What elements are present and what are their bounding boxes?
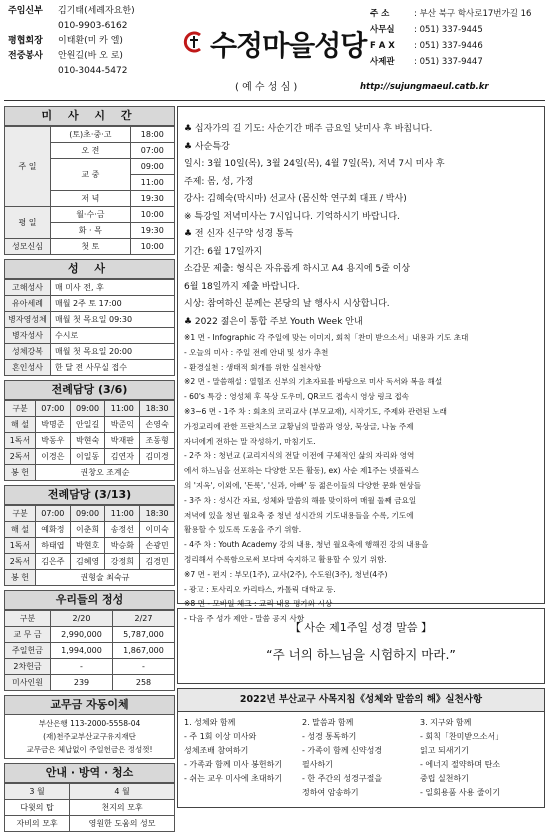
- staff-line: 주임신부 김기태(세례자요한): [8, 6, 135, 16]
- scripture-box: [177, 608, 545, 684]
- notice-line: - 3주 차 : 성시간 자료, 성체와 말씀의 해를 맞이하여 매월 둘째 금요일: [184, 495, 417, 505]
- notice-line: ♣ 2022 젊은이 통합 주보 Youth Week 안내: [184, 316, 363, 327]
- servers-cell: 김은주: [35, 554, 70, 570]
- guide-cell: 자비의 모후: [5, 816, 70, 832]
- servers-cell: 봉 헌: [5, 465, 36, 481]
- mass-cell: 저 녁: [51, 191, 131, 207]
- sacrament-cell: 성체강복: [5, 344, 51, 360]
- mass-times-table: [4, 126, 175, 255]
- guideline-line: 1. 성체와 함께: [184, 718, 236, 727]
- servers-cell: 박현숙: [70, 433, 105, 449]
- sacrament-cell: 유아세례: [5, 296, 51, 312]
- sacrament-cell: 혼인성사: [5, 360, 51, 376]
- servers-title-1: 전례담당 (3/6): [4, 380, 175, 400]
- guideline-line: - 일회용품 사용 줄이기: [420, 788, 501, 797]
- offering-title: 우리들의 정성: [4, 590, 175, 610]
- notices-box: [177, 106, 545, 624]
- mass-cell: 교 중: [51, 159, 131, 191]
- guide-header: 3 월: [5, 784, 70, 800]
- header-divider: [4, 100, 545, 101]
- servers-header: 07:00: [35, 506, 70, 522]
- mass-cell: 18:00: [130, 127, 174, 143]
- guideline-line: - 에너지 절약하며 탄소: [420, 760, 501, 769]
- guide-cell: 영원한 도움의 성모: [70, 816, 175, 832]
- servers-header: 11:00: [105, 401, 140, 417]
- servers-cell: 1독서: [5, 538, 36, 554]
- notice-line: - 광고 : 토사리오 카리타스, 카톨릭 대학교 등.: [184, 584, 336, 594]
- guide-header: 4 월: [70, 784, 175, 800]
- notice-line: ♣ 사순특강: [184, 141, 230, 152]
- transfer-title: 교무금 자동이체: [4, 695, 175, 715]
- notice-list: [184, 121, 538, 627]
- offering-cell: 239: [51, 675, 113, 691]
- mass-times-title: 미 사 시 간: [4, 106, 175, 126]
- guideline-line: - 쉬는 교우 미사에 초대하기: [184, 774, 283, 783]
- mass-group-label: 주 일: [5, 127, 51, 207]
- servers-cell: 이경은: [35, 449, 70, 465]
- sacrament-cell: 매월 첫 목요일 09:30: [51, 312, 175, 328]
- servers-cell: 이미숙: [140, 522, 175, 538]
- notice-line: ※ 특강일 저녁미사는 7시입니다. 기억하시기 바랍니다.: [184, 211, 400, 222]
- guideline-line: 읽고 되새기기: [420, 746, 469, 755]
- diocese-guidelines-box: [177, 688, 545, 808]
- servers-cell: 김혜영: [70, 554, 105, 570]
- notice-line: 가정교리에 관한 프란치스코 교황님의 말씀과 영상, 묵상글, 나눔 주제: [184, 421, 414, 431]
- servers-cell: 예화정: [35, 522, 70, 538]
- servers-cell: 송정선: [105, 522, 140, 538]
- notice-line: 강사: 김혜숙(막시마) 선교사 (몸신학 연구회 대표 / 박사): [184, 194, 407, 204]
- address-line: 주 소 : 부산 북구 학사로17번가길 16: [370, 9, 532, 19]
- guide-table: [4, 783, 175, 832]
- offering-header: 2/20: [51, 611, 113, 627]
- servers-header: 09:00: [70, 401, 105, 417]
- servers-cell: 1독서: [5, 433, 36, 449]
- header: [0, 0, 549, 104]
- transfer-box: [4, 715, 175, 759]
- servers-cell: 김미경: [140, 449, 175, 465]
- servers-header: 18:30: [140, 506, 175, 522]
- address-line: F A X : 051) 337-9446: [370, 41, 483, 51]
- servers-header: 구분: [5, 401, 36, 417]
- guideline-line: - 가족과 함께 미사 봉헌하기: [184, 760, 283, 769]
- servers-cell: 박동우: [35, 433, 70, 449]
- mass-cell: 19:30: [130, 223, 174, 239]
- mass-cell: 오 전: [51, 143, 131, 159]
- guideline-line: - 가족이 함께 신약성경: [302, 746, 383, 755]
- parish-title: 수정마을성당: [210, 29, 367, 62]
- guideline-column-word: [302, 716, 420, 800]
- sacrament-cell: 고해성사: [5, 280, 51, 296]
- sacrament-cell: 병자영성체: [5, 312, 51, 328]
- bank-account: 부산은행 113-2000-5558-04: [38, 719, 141, 728]
- mass-cell: (토)초·중·고: [51, 127, 131, 143]
- servers-cell: 박준익: [105, 417, 140, 433]
- notice-line: 6월 18일까지 제출 바랍니다.: [184, 281, 300, 292]
- staff-info: [8, 4, 188, 79]
- diocese-guidelines-title: 2022년 부산교구 사목지침《성체와 말씀의 해》실천사항: [178, 689, 544, 712]
- servers-cell: 김경민: [140, 554, 175, 570]
- servers-header: 09:00: [70, 506, 105, 522]
- guideline-line: 필사하기: [302, 760, 333, 769]
- notice-line: ※8 면 - 모바일 체크 : 교리 내용 평가와 시상: [184, 599, 333, 609]
- servers-header: 구분: [5, 506, 36, 522]
- mass-group-label: 평 일: [5, 207, 51, 239]
- servers-cell: 2독서: [5, 449, 36, 465]
- servers-cell: 권형술 최숙규: [35, 570, 174, 586]
- offering-cell: -: [51, 659, 113, 675]
- guideline-line: 성체조배 참여하기: [184, 746, 249, 755]
- servers-cell: 조동형: [140, 433, 175, 449]
- notice-line: ※3~6 면 - 1주 차 : 회초의 코리교사 (부모교재), 시작기도, 주제와 관련된 노래: [184, 406, 447, 416]
- scripture-text: “주 너의 하느님을 시험하지 마라.”: [266, 647, 456, 662]
- guide-title: 안내 · 방역 · 청소: [4, 763, 175, 783]
- servers-cell: 이일동: [70, 449, 105, 465]
- mass-cell: 첫 토: [51, 239, 131, 255]
- servers-cell: 해 설: [5, 522, 36, 538]
- guideline-column-eucharist: [184, 716, 302, 800]
- account-holder: (재)천주교부산교구유지재단: [43, 732, 136, 741]
- sacrament-cell: 매월 첫 목요일 20:00: [51, 344, 175, 360]
- servers-cell: 봉 헌: [5, 570, 36, 586]
- left-column: [4, 106, 175, 832]
- notice-line: 자녀에게 전하는 말 작성하기, 마침기도.: [184, 436, 316, 446]
- address-line: 사제관 : 051) 337-9447: [370, 57, 483, 67]
- notice-line: 시상: 참여하신 분께는 본당의 날 행사시 시상합니다.: [184, 299, 390, 309]
- offering-header: 구분: [5, 611, 51, 627]
- sacrament-cell: 병자성사: [5, 328, 51, 344]
- sacrament-cell: 매 미사 전, 후: [51, 280, 175, 296]
- servers-cell: 손영숙: [140, 417, 175, 433]
- offering-cell: 2,990,000: [51, 627, 113, 643]
- servers-cell: 박현호: [70, 538, 105, 554]
- servers-table-1: [4, 400, 175, 481]
- servers-cell: 박승화: [105, 538, 140, 554]
- address-line: 사무실 : 051) 337-9445: [370, 25, 483, 35]
- notice-line: 기간: 6월 17일까지: [184, 246, 263, 257]
- notice-line: ※1 면 - Infographic 각 주일에 맞는 이미지, 회칙「찬미 받으소서」내용과 기도 초대: [184, 333, 469, 342]
- servers-cell: 박재판: [105, 433, 140, 449]
- servers-cell: 2독서: [5, 554, 36, 570]
- servers-cell: 권창오 조계순: [35, 465, 174, 481]
- servers-header: 07:00: [35, 401, 70, 417]
- notice-line: 의 '지옥', 이외에, '돈룩', '신과, 아빠' 등 젊은이들의 다양한 문화 현상들: [184, 480, 422, 490]
- notice-line: 활용할 수 있도록 도움을 주기 위함.: [184, 525, 302, 535]
- notice-line: ※2 면 - 말씀해설 : 열혈조 신부의 기초자료를 바탕으로 미사 독서와 복음 해설: [184, 377, 443, 387]
- notice-line: ♣ 십자가의 길 기도: 사순기간 매주 금요일 낮미사 후 바칩니다.: [184, 124, 433, 134]
- scripture-title: 【 사순 제1주일 성경 말씀 】: [289, 621, 433, 634]
- address-info: [370, 6, 531, 70]
- notice-line: - 환경실천 : 생태적 회개를 위한 실천사항: [184, 362, 322, 372]
- notice-line: 일시: 3월 10일(목), 3월 24일(목), 4월 7일(목), 저녁 7시 미사 후: [184, 159, 445, 169]
- church-logo-icon: [184, 31, 206, 53]
- website-link[interactable]: http://sujungmaeul.catb.kr: [360, 82, 489, 92]
- servers-header: 18:30: [140, 401, 175, 417]
- staff-line: 010-9903-6162: [58, 21, 128, 31]
- parish-subtitle: ( 예 수 성 심 ): [235, 82, 298, 93]
- guideline-line: 2. 말씀과 함께: [302, 718, 354, 727]
- notice-line: - 4주 차 : Youth Academy 강의 내용, 청년 월요축에 행해진 강의 내용을: [184, 540, 429, 550]
- mass-cell: 09:00: [130, 159, 174, 175]
- offering-cell: 2차헌금: [5, 659, 51, 675]
- notice-line: ♣ 전 신자 신구약 성경 통독: [184, 229, 294, 239]
- mass-cell: 월·수·금: [51, 207, 131, 223]
- offering-header: 2/27: [113, 611, 175, 627]
- notice-line: 주제: 몸, 성, 가정: [184, 176, 254, 187]
- sacrament-title: 성 사: [4, 259, 175, 279]
- servers-cell: 강정희: [105, 554, 140, 570]
- offering-cell: -: [113, 659, 175, 675]
- sacrament-cell: 한 달 전 사무실 접수: [51, 360, 175, 376]
- mass-cell: 07:00: [130, 143, 174, 159]
- notice-line: 소감문 제출: 형식은 자유롭게 하시고 A4 용지에 5줄 이상: [184, 264, 411, 274]
- guideline-line: 중립 실천하기: [420, 774, 469, 783]
- servers-cell: 이춘희: [70, 522, 105, 538]
- sacrament-cell: 수시로: [51, 328, 175, 344]
- servers-header: 11:00: [105, 506, 140, 522]
- offering-table: [4, 610, 175, 691]
- offering-cell: 1,994,000: [51, 643, 113, 659]
- notice-line: - 60's 특강 : 영성체 후 묵상 도우미, QR코드 접속시 영상 링크 접속: [184, 392, 410, 402]
- sacrament-cell: 매월 2주 토 17:00: [51, 296, 175, 312]
- offering-cell: 1,867,000: [113, 643, 175, 659]
- mass-cell: 11:00: [130, 175, 174, 191]
- mass-group-label: 성모신심: [5, 239, 51, 255]
- staff-line: 010-3044-5472: [58, 66, 128, 76]
- mass-cell: 10:00: [130, 207, 174, 223]
- guideline-line: 3. 지구와 함께: [420, 718, 472, 727]
- servers-table-2: [4, 505, 175, 586]
- servers-cell: 안일길: [70, 417, 105, 433]
- servers-title-2: 전례담당 (3/13): [4, 485, 175, 505]
- servers-cell: 손광민: [140, 538, 175, 554]
- servers-cell: 해 설: [5, 417, 36, 433]
- offering-cell: 교 무 금: [5, 627, 51, 643]
- offering-cell: 미사인원: [5, 675, 51, 691]
- guide-cell: 천지의 모후: [70, 800, 175, 816]
- sacrament-table: [4, 279, 175, 376]
- notice-line: ※7 면 - 편지 : 부모(1주), 교사(2주), 수도원(3주), 청년(4주): [184, 569, 388, 579]
- servers-cell: 박명준: [35, 417, 70, 433]
- guideline-line: - 성경 통독하기: [302, 732, 357, 741]
- staff-line: 평협회장 이태환(미 카 엘): [8, 36, 123, 46]
- mass-cell: 19:30: [130, 191, 174, 207]
- guideline-line: - 한 주간의 성경구절을: [302, 774, 383, 783]
- guide-cell: 다윗의 탑: [5, 800, 70, 816]
- servers-cell: 하태엽: [35, 538, 70, 554]
- offering-cell: 주일헌금: [5, 643, 51, 659]
- notice-line: 정리해서 수록함으로써 보다며 숙지하고 활용할 수 있기 위함.: [184, 554, 387, 564]
- mass-cell: 10:00: [130, 239, 174, 255]
- offering-cell: 258: [113, 675, 175, 691]
- notice-line: 에서 하느님을 선포하는 다양한 모든 활동), ex) 사순 제1주는 넷플릭스: [184, 466, 419, 476]
- mass-cell: 화 · 목: [51, 223, 131, 239]
- guidelines-columns: [178, 712, 544, 804]
- offering-cell: 5,787,000: [113, 627, 175, 643]
- guideline-line: - 회칙「찬미받으소서」: [420, 732, 504, 741]
- notice-line: - 2주 차 : 청년교 (교리지식의 전달 이전에 구체적인 삶의 자리와 영역: [184, 451, 415, 461]
- guideline-line: 정하여 암송하기: [302, 788, 359, 797]
- servers-cell: 김연자: [105, 449, 140, 465]
- staff-line: 전중봉사 안원길(바 오 로): [8, 51, 123, 61]
- notice-line: 저녁에 있을 청년 월요축 중 청년 성시간의 기도내용들을 수록, 기도에: [184, 510, 414, 520]
- notice-line: - 오늘의 미사 : 주일 전례 안내 및 성가 추천: [184, 347, 329, 357]
- guideline-column-earth: [420, 716, 538, 800]
- transfer-note: 교무금은 체납없이 주일헌금은 정성껏!: [26, 745, 153, 754]
- notice-line: - 다음 주 성가 제안 - 말씀 공지 사항: [184, 614, 305, 624]
- guideline-line: - 주 1회 이상 미사와: [184, 732, 257, 741]
